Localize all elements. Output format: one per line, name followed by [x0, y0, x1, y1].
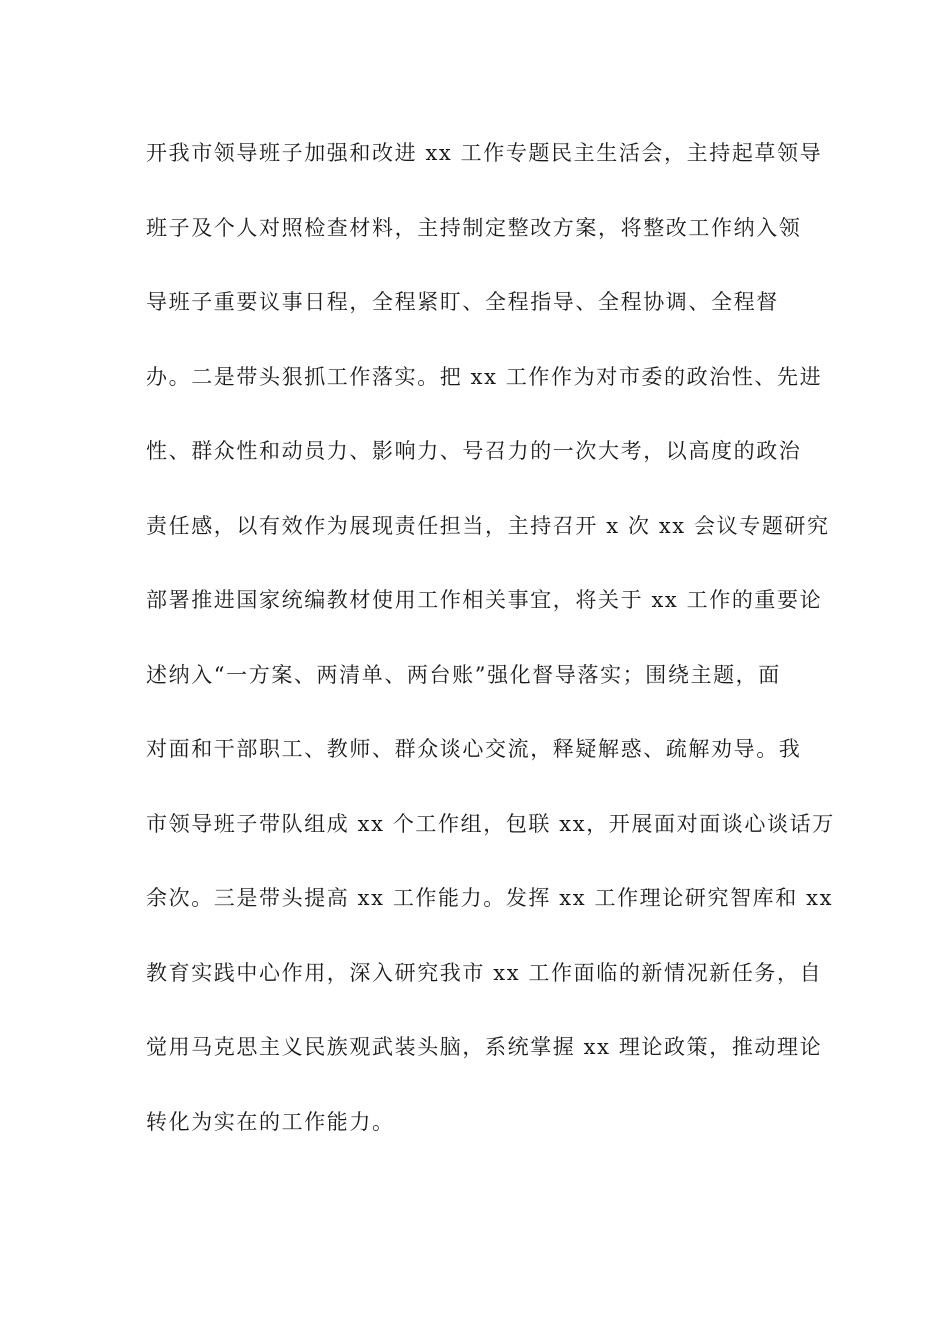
- text-line: 部署推进国家统编教材使用工作相关事宜，将关于 xx 工作的重要论: [146, 588, 823, 612]
- text-line: 市领导班子带队组成 xx 个工作组，包联 xx，开展面对面谈心谈话万: [146, 811, 835, 836]
- text-line: 教育实践中心作用，深入研究我市 xx 工作面临的新情况新任务，自: [146, 960, 823, 985]
- text-line: 转化为实在的工作能力。: [146, 1109, 395, 1134]
- text-line: 余次。三是带头提高 xx 工作能力。发挥 xx 工作理论研究智库和 xx: [146, 886, 834, 910]
- text-line: 述纳入“一方案、两清单、两台账”强化督导落实；围绕主题，面: [146, 662, 781, 687]
- body-paragraph: [146, 131, 835, 1174]
- text-line: 开我市领导班子加强和改进 xx 工作专题民主生活会，主持起草领导: [146, 141, 823, 165]
- text-line: 责任感，以有效作为展现责任担当，主持召开 x 次 xx 会议专题研究: [146, 513, 830, 538]
- text-line: 性、群众性和动员力、影响力、号召力的一次大考，以高度的政治: [146, 439, 802, 463]
- text-line: 对面和干部职工、教师、群众谈心交流，释疑解惑、疏解劝导。我: [146, 737, 802, 761]
- text-line: 办。二是带头狠抓工作落实。把 xx 工作作为对市委的政治性、先进: [146, 364, 823, 389]
- text-line: 觉用马克思主义民族观武装头脑，系统掌握 xx 理论政策，推动理论: [146, 1035, 823, 1059]
- text-line: 导班子重要议事日程，全程紧盯、全程指导、全程协调、全程督: [146, 290, 779, 314]
- text-line: 班子及个人对照检查材料，主持制定整改方案，将整改工作纳入领: [146, 215, 802, 240]
